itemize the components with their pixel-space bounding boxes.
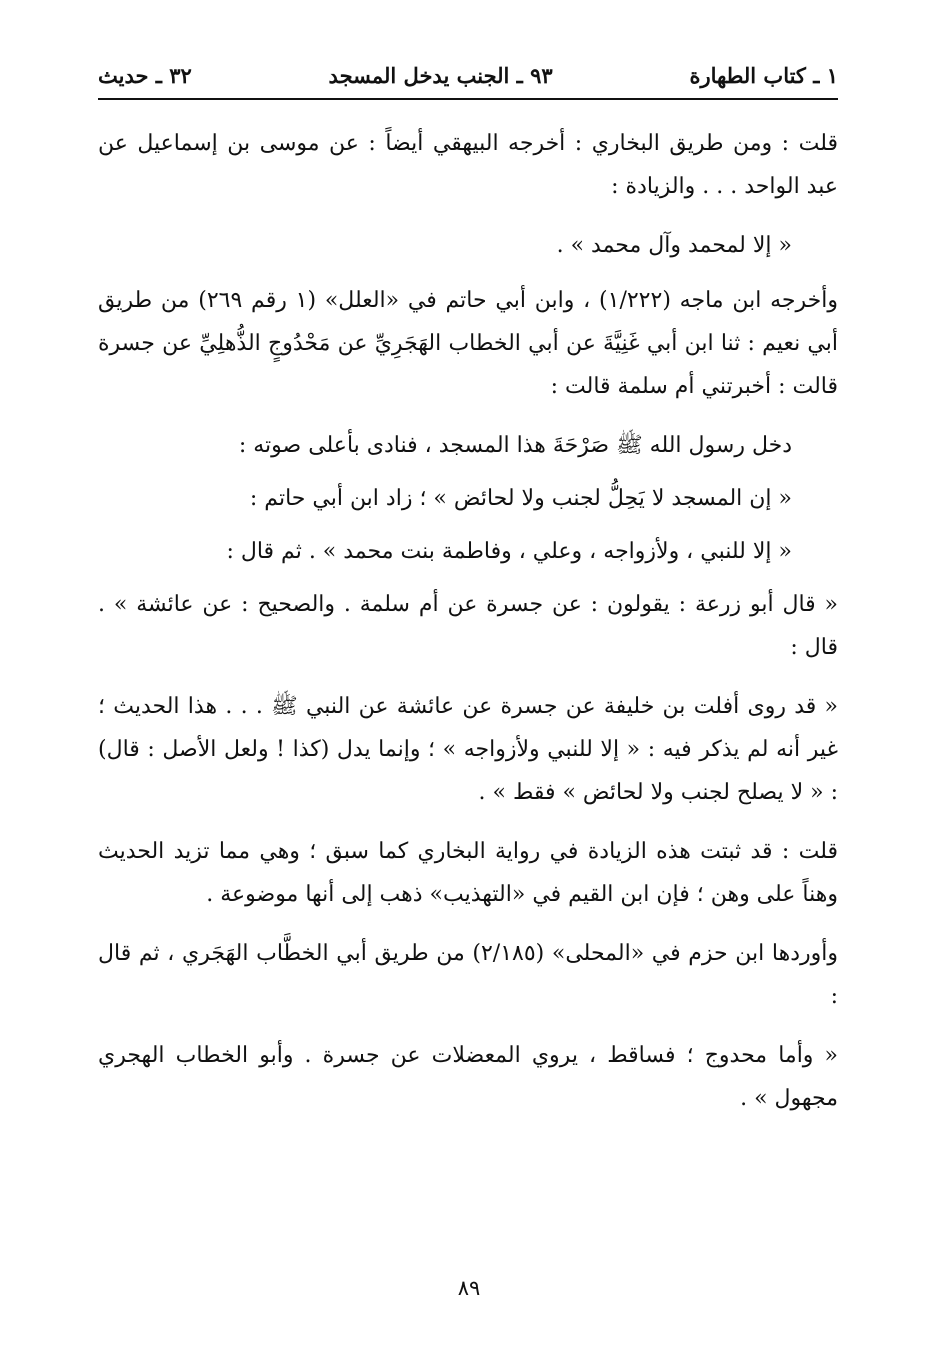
quote-paragraph: « إلا للنبي ، ولأزواجه ، وعلي ، وفاطمة بنت محمد » . ثم قال : <box>226 539 792 564</box>
header-section: ٩٣ ـ الجنب يدخل المسجد <box>328 63 553 88</box>
header-hadith-number: ٣٢ ـ حديث <box>98 63 192 88</box>
paragraph: « وأما محدوج ؛ فساقط ، يروي المعضلات عن جسرة . وأبو الخطاب الهجري مجهول » . <box>98 1043 838 1111</box>
paragraph: وأوردها ابن حزم في «المحلى» (٢/١٨٥) من طريق أبي الخطَّاب الهَجَري ، ثم قال : <box>98 941 838 1009</box>
paragraph: « قد روى أفلت بن خليفة عن جسرة عن عائشة عن النبي ﷺ . . . هذا الحديث ؛ غير أنه لم يذكر فيه : « إلا للنبي ولأزواجه » ؛ وإنما يدل (كذا ! ولعل الأصل : قال) : « لا يصلح لجنب ولا لحائض » فقط » . <box>98 694 838 805</box>
paragraph: وأخرجه ابن ماجه (١/٢٢٢) ، وابن أبي حاتم في «العلل» (١ رقم ٢٦٩) من طريق أبي نعيم : ثنا ابن أبي غَنِيَّةَ عن أبي الخطاب الهَجَرِيِّ عن مَحْدُوجٍ الذُّهلِيِّ عن جسرة قالت : أخبرتني أم سلمة قالت : <box>98 288 838 399</box>
header-divider <box>98 98 838 100</box>
body-text <box>98 122 838 1136</box>
quote-paragraph: « إلا لمحمد وآل محمد » . <box>556 233 792 258</box>
paragraph: قلت : قد ثبتت هذه الزيادة في رواية البخاري كما سبق ؛ وهي مما تزيد الحديث وهناً على وهن ؛ فإن ابن القيم في «التهذيب» ذهب إلى أنها موضوعة . <box>98 839 838 907</box>
quote-paragraph: « إن المسجد لا يَحِلُّ لجنب ولا لحائض » ؛ زاد ابن أبي حاتم : <box>249 486 792 511</box>
paragraph: قلت : ومن طريق البخاري : أخرجه البيهقي أيضاً : عن موسى بن إسماعيل عن عبد الواحد . . . والزيادة : <box>98 131 838 199</box>
quote-paragraph: دخل رسول الله ﷺ صَرْحَةَ هذا المسجد ، فنادى بأعلى صوته : <box>238 433 792 458</box>
header-chapter: ١ ـ كتاب الطهارة <box>689 63 838 88</box>
paragraph: « قال أبو زرعة : يقولون : عن جسرة عن أم سلمة . والصحيح : عن عائشة » . قال : <box>98 592 838 660</box>
page-number: ٨٩ <box>457 1276 481 1300</box>
running-header <box>98 62 838 90</box>
